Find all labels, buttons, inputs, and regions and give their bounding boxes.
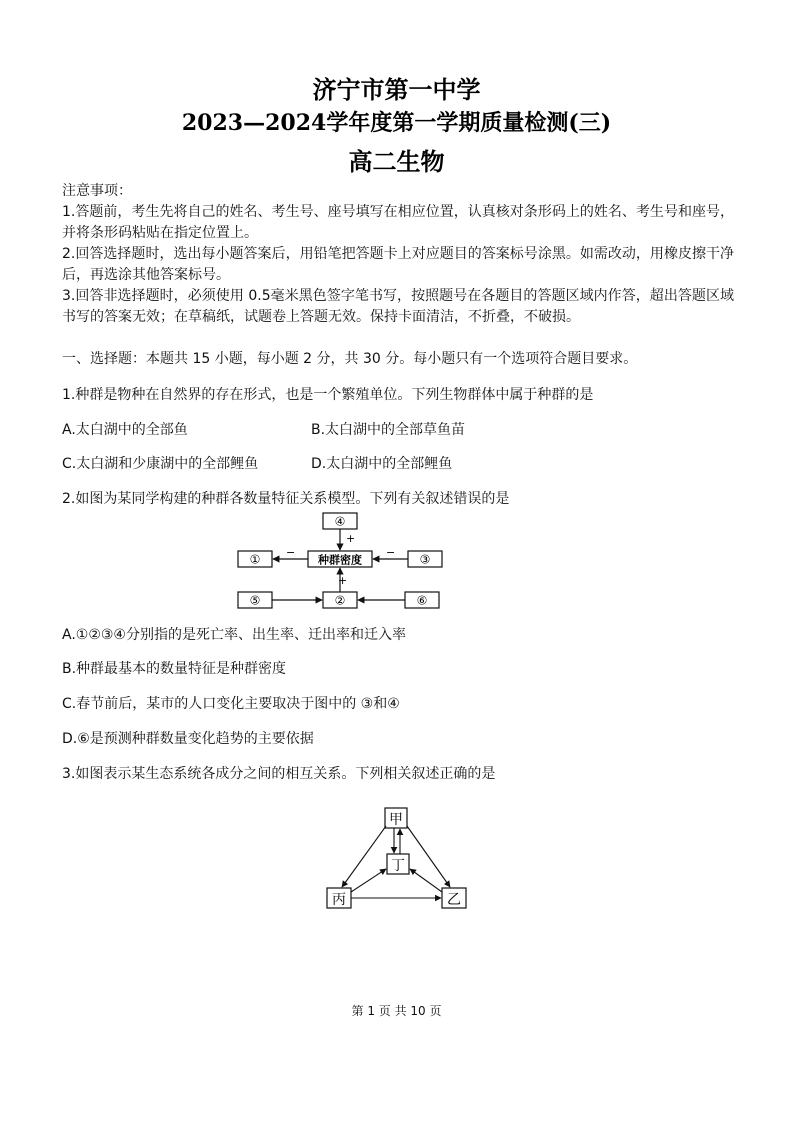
sign-plus-bottom: + [338,574,348,587]
arrow-jia-bing [342,826,386,887]
node-5-label: ⑤ [249,593,261,608]
node-3-label: ③ [419,552,431,567]
sign-minus-left: − [286,546,296,559]
q1-option-a: A.太白湖中的全部鱼 [62,422,188,438]
arrow-jia-yi [407,826,450,887]
node-ding-label: 丁 [391,858,405,874]
school-title: 济宁市第一中学 [312,75,481,104]
q2-option-d: D.⑥是预测种群数量变化趋势的主要依据 [62,731,314,747]
notes-block [62,181,734,328]
q2-stem: 2.如图为某同学构建的种群各数量特征关系模型。下列有关叙述错误的是 [62,491,510,507]
node-yi-label: 乙 [447,892,461,908]
q3-stem: 3.如图表示某生态系统各成分之间的相互关系。下列相关叙述正确的是 [62,766,496,782]
node-6-label: ⑥ [416,593,428,608]
ecosystem-diagram [320,802,470,914]
exam-title: 2023—2024学年度第一学期质量检测(三) [181,110,612,136]
sign-plus-top: + [346,532,356,545]
arrow-yi-ding [410,869,442,892]
node-bing-label: 丙 [332,892,346,908]
arrow-bing-ding [351,869,386,892]
note-item: 2.回答选择题时，选出每小题答案后，用铅笔把答题卡上对应题目的答案标号涂黑。如需改动，用橡皮擦干净后，再选涂其他答案标号。 [62,246,734,283]
node-4-label: ④ [334,514,346,529]
node-2-label: ② [334,593,346,608]
node-jia-label: 甲 [389,812,403,828]
sign-minus-right: − [386,546,396,559]
population-diagram [230,510,450,614]
notes-heading: 注意事项： [62,183,132,199]
q1-option-b: B.太白湖中的全部草鱼苗 [311,422,466,438]
center-label: 种群密度 [318,553,362,567]
note-item: 1.答题前，考生先将自己的姓名、考生号、座号填写在相应位置，认真核对条形码上的姓名、考生号和座号，并将条形码粘贴在指定位置上。 [62,204,734,241]
section-heading: 一、选择题：本题共 15 小题，每小题 2 分，共 30 分。每小题只有一个选项符合题目要求。 [62,351,638,367]
q1-option-d: D.太白湖中的全部鲤鱼 [311,456,453,472]
q2-option-b: B.种群最基本的数量特征是种群密度 [62,661,287,677]
node-1-label: ① [249,552,261,567]
note-item: 3.回答非选择题时，必须使用 0.5毫米黑色签字笔书写，按照题号在各题目的答题区域内作答，超出答题区域书写的答案无效；在草稿纸，试题卷上答题无效。保持卡面清洁，不折叠，不破损。 [62,288,734,325]
page-number: 第 1 页 共 10 页 [351,1004,442,1018]
q2-option-c: C.春节前后，某市的人口变化主要取决于图中的 ③和④ [62,696,400,712]
subject-title: 高二生物 [348,147,445,176]
q1-stem: 1.种群是物种在自然界的存在形式，也是一个繁殖单位。下列生物群体中属于种群的是 [62,387,594,403]
q1-option-c: C.太白湖和少康湖中的全部鲤鱼 [62,456,259,472]
q2-option-a: A.①②③④分别指的是死亡率、出生率、迁出率和迁入率 [62,627,406,643]
